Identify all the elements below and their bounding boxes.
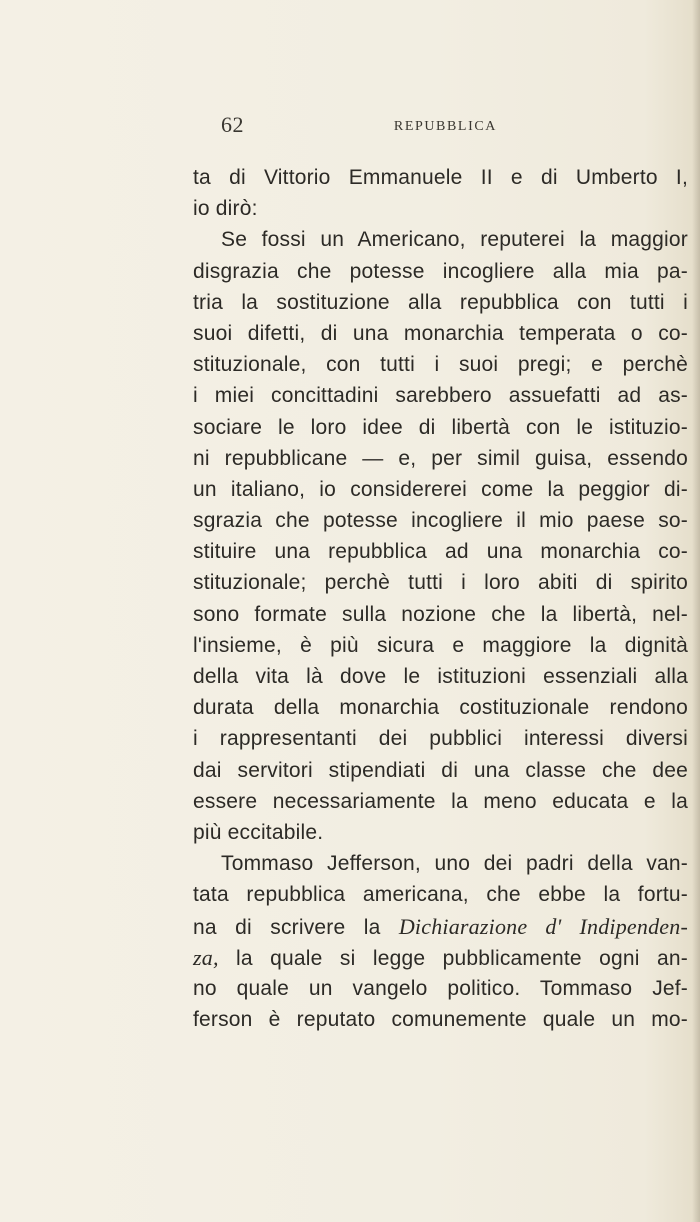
text-line <box>193 942 688 973</box>
italic-title: Dichiarazione d' Indipenden- <box>398 913 688 939</box>
text-line: Tommaso Jefferson, uno dei padri della van- <box>221 852 688 876</box>
page-number: 62 <box>221 112 244 137</box>
italic-title-end: za, <box>193 944 219 970</box>
text-line: suoi difetti, di una monarchia temperata o co- <box>193 321 688 345</box>
text-line: stituire una repubblica ad una monarchia co- <box>193 540 688 564</box>
text-line: della vita là dove le istituzioni essenziali alla <box>193 665 688 688</box>
text-line: i miei concittadini sarebbero assuefatti ad as- <box>193 384 688 408</box>
text-line: l'insieme, è più sicura e maggiore la dignità <box>193 633 688 657</box>
text-line: io dirò: <box>193 197 258 221</box>
text-line: un italiano, io considererei come la peggior di- <box>193 477 688 501</box>
text-line: dai servitori stipendiati di una classe che dee <box>193 758 688 782</box>
text-line: sociare le loro idee di libertà con le istituzio- <box>193 415 688 439</box>
page-edge-shadow <box>692 0 700 1222</box>
text-line: stituzionale; perchè tutti i loro abiti di spirito <box>193 571 688 595</box>
text-line: essere necessariamente la meno educata e la <box>193 789 688 813</box>
text-fragment: na di scrivere la <box>193 915 381 939</box>
text-line: ta di Vittorio Emmanuele II e di Umberto I, <box>193 166 688 189</box>
text-line: stituzionale, con tutti i suoi pregi; e perchè <box>193 353 688 377</box>
body-text <box>193 162 688 1035</box>
running-head <box>221 112 497 142</box>
text-line: più eccitabile. <box>193 820 324 844</box>
running-title: REPUBBLICA <box>393 119 497 134</box>
text-line: sono formate sulla nozione che la libertà, nel- <box>193 602 688 626</box>
text-line: sgrazia che potesse incogliere il mio paese so- <box>193 509 688 533</box>
text-line: tata repubblica americana, che ebbe la fortu- <box>193 883 688 907</box>
text-line: i rappresentanti dei pubblici interessi diversi <box>193 727 688 751</box>
text-line: disgrazia che potesse incogliere alla mia pa- <box>193 259 688 283</box>
text-line: tria la sostituzione alla repubblica con tutti i <box>193 290 688 314</box>
text-line: no quale un vangelo politico. Tommaso Jef- <box>193 976 688 1000</box>
text-fragment: la quale si legge pubblicamente ogni an- <box>218 946 688 970</box>
text-line: Se fossi un Americano, reputerei la maggior <box>221 228 688 252</box>
text-line: durata della monarchia costituzionale rendono <box>193 696 688 720</box>
text-line: ni repubblicane — e, per simil guisa, essendo <box>193 446 688 470</box>
text-line <box>193 911 688 942</box>
text-line: ferson è reputato comunemente quale un mo- <box>193 1008 688 1032</box>
